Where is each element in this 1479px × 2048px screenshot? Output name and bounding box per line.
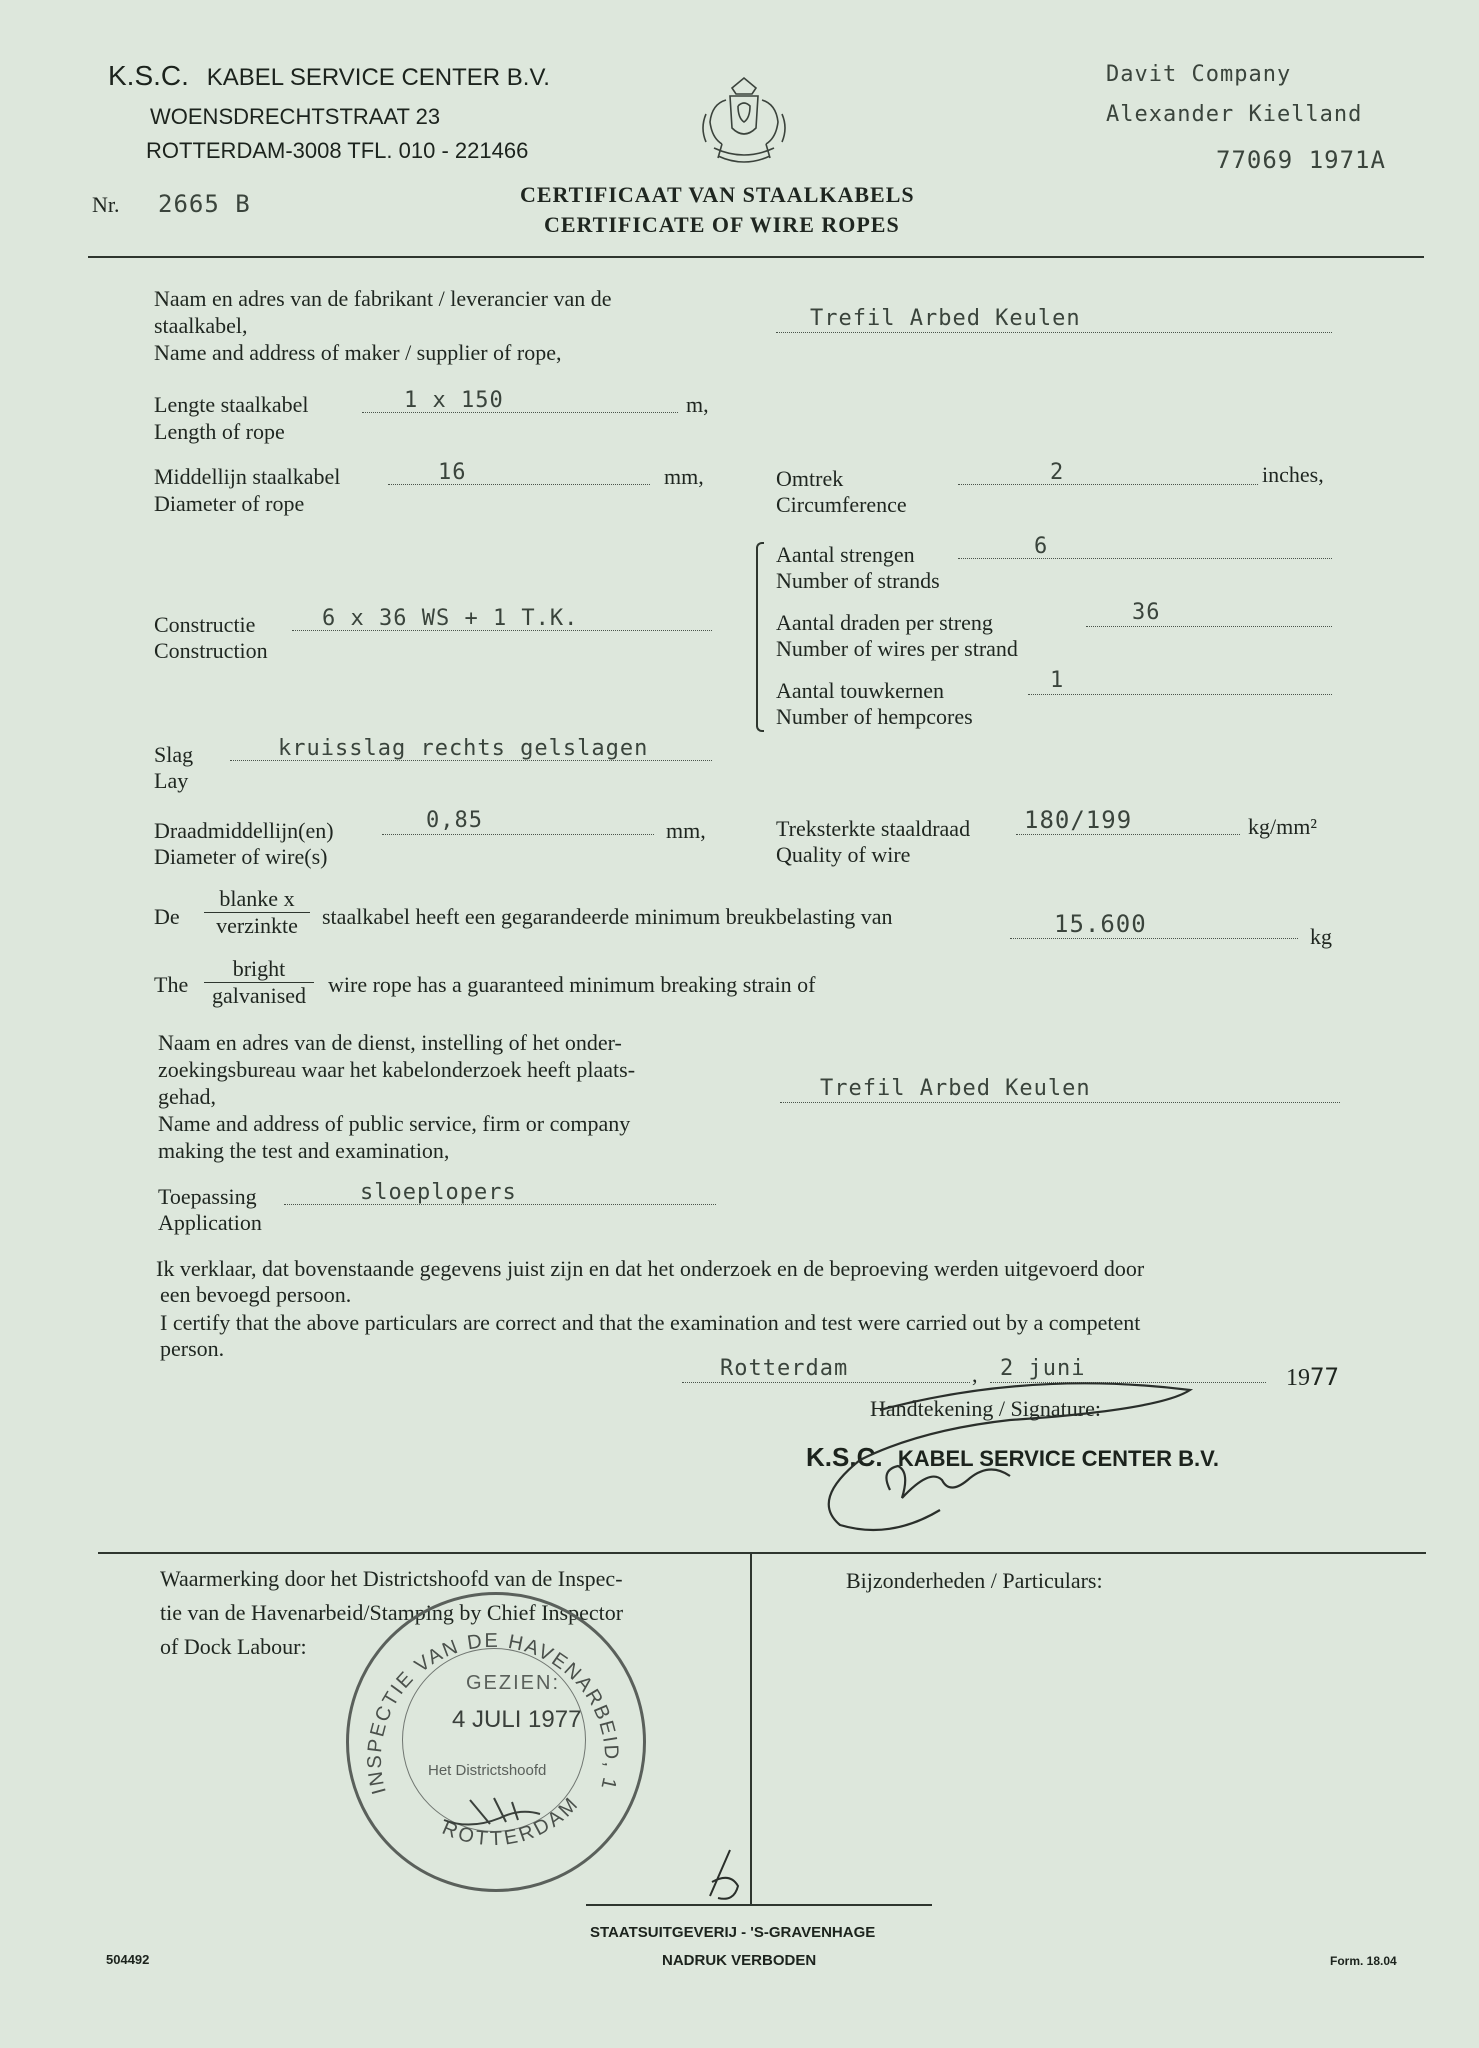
circ-line	[958, 484, 1258, 485]
declaration-nl-2: een bevoegd persoon.	[160, 1282, 352, 1307]
footer-left-line-3: of Dock Labour:	[160, 1634, 307, 1659]
length-line	[362, 412, 678, 413]
breaking-the: The	[154, 972, 189, 997]
breaking-bright: bright	[204, 956, 314, 983]
maker-line	[776, 332, 1332, 333]
circ-label-en: Circumference	[776, 492, 907, 517]
declaration-en-1: I certify that the above particulars are correct and that the examination and test were carried out by a competent	[160, 1310, 1141, 1335]
diameter-label-en: Diameter of rope	[154, 491, 305, 516]
quality-unit: kg/mm²	[1248, 814, 1317, 839]
initials-scribble-icon	[690, 1846, 760, 1910]
client-line-2: Alexander Kielland	[1106, 102, 1363, 127]
quality-label-nl: Treksterkte staaldraad	[776, 816, 971, 841]
application-label-nl: Toepassing	[158, 1184, 257, 1209]
footer-left-line-2: tie van de Havenarbeid/Stamping by Chief Inspector	[160, 1600, 624, 1625]
signature-label: Handtekening / Signature:	[870, 1396, 1101, 1421]
breaking-en-text: wire rope has a guaranteed minimum breaking strain of	[328, 972, 816, 997]
breaking-galvanised: galvanised	[211, 983, 307, 1008]
lay-line	[230, 760, 712, 761]
signature-company-name: KABEL SERVICE CENTER B.V.	[897, 1446, 1219, 1471]
quality-line	[1016, 834, 1240, 835]
construction-brace	[756, 542, 764, 732]
breaking-fraction-nl	[204, 886, 310, 939]
tester-line	[780, 1102, 1340, 1103]
breaking-verzinkt: verzinkte	[216, 913, 298, 938]
tester-label-nl-3: gehad,	[158, 1084, 217, 1109]
bottom-publisher: STAATSUITGEVERIJ - 'S-GRAVENHAGE	[590, 1924, 876, 1941]
diameter-unit: mm,	[664, 464, 704, 489]
breaking-unit: kg	[1310, 924, 1332, 949]
declaration-year-suffix: 77	[1310, 1363, 1339, 1391]
breaking-nl-text: staalkabel heeft een gegarandeerde minimum breukbelasting van	[322, 904, 893, 929]
maker-label-nl-2: staalkabel,	[154, 313, 248, 338]
coat-of-arms-icon	[692, 74, 796, 178]
breaking-de: De	[154, 904, 180, 929]
footer-left-line-1: Waarmerking door het Districtshoofd van de Inspec-	[160, 1566, 623, 1591]
tester-value: Trefil Arbed Keulen	[820, 1076, 1091, 1101]
stamp-role: Het Districtshoofd	[428, 1762, 547, 1779]
letterhead-city-phone: ROTTERDAM-3008 TFL. 010 - 221466	[146, 138, 529, 163]
stamp-signature-icon	[440, 1790, 550, 1836]
circ-value: 2	[1050, 460, 1065, 485]
diameter-label-nl: Middellijn staalkabel	[154, 464, 341, 489]
client-line-3: 77069 1971A	[1216, 146, 1386, 174]
stamp-ring-text	[346, 1592, 640, 1886]
wire-diam-label-nl: Draadmiddellijn(en)	[154, 818, 334, 843]
application-value: sloeplopers	[360, 1180, 517, 1205]
lay-label-nl: Slag	[154, 742, 194, 767]
diameter-value: 16	[438, 460, 467, 485]
tester-label-nl-2: zoekingsbureau waar het kabelonderzoek heeft plaats-	[158, 1057, 636, 1082]
wire-diam-label-en: Diameter of wire(s)	[154, 844, 328, 869]
cores-line	[1028, 694, 1332, 695]
maker-label-en: Name and address of maker / supplier of rope,	[154, 340, 562, 365]
cert-number-label: Nr.	[92, 192, 120, 217]
cert-number-value: 2665 B	[158, 190, 251, 218]
letterhead-street: WOENSDRECHTSTRAAT 23	[150, 104, 441, 129]
title-nl: CERTIFICAAT VAN STAALKABELS	[520, 182, 915, 207]
title-en: CERTIFICATE OF WIRE ROPES	[544, 212, 900, 237]
diameter-line	[388, 484, 650, 485]
wires-value: 36	[1132, 600, 1161, 625]
cores-label-en: Number of hempcores	[776, 704, 973, 729]
length-unit: m,	[686, 392, 709, 417]
declaration-comma: ,	[972, 1362, 978, 1387]
letterhead-company	[108, 60, 550, 92]
construction-value: 6 x 36 WS + 1 T.K.	[322, 606, 579, 631]
construction-label-nl: Constructie	[154, 612, 256, 637]
quality-value: 180/199	[1024, 806, 1133, 834]
header-divider	[88, 256, 1424, 258]
wires-label-en: Number of wires per strand	[776, 636, 1018, 661]
breaking-blank: blanke x	[204, 886, 310, 913]
bottom-reprint: NADRUK VERBODEN	[662, 1952, 817, 1969]
length-value: 1 x 150	[404, 388, 504, 413]
breaking-value: 15.600	[1054, 910, 1147, 938]
stamp-date: 4 JULI 1977	[452, 1706, 582, 1733]
breaking-fraction-en	[204, 956, 314, 1009]
circ-label-nl: Omtrek	[776, 466, 844, 491]
letterhead-ksc: K.S.C.	[108, 60, 189, 91]
letterhead-company-name: KABEL SERVICE CENTER B.V.	[206, 64, 550, 91]
application-line	[284, 1204, 716, 1205]
breaking-line	[1010, 938, 1298, 939]
application-label-en: Application	[158, 1210, 262, 1235]
declaration-place: Rotterdam	[720, 1356, 849, 1381]
wire-diam-unit: mm,	[666, 818, 706, 843]
signature-ksc: K.S.C.	[806, 1442, 883, 1472]
declaration-en-2: person.	[160, 1336, 225, 1361]
tester-label-en-2: making the test and examination,	[158, 1138, 450, 1163]
lay-label-en: Lay	[154, 768, 189, 793]
length-label-nl: Lengte staalkabel	[154, 392, 309, 417]
length-label-en: Length of rope	[154, 419, 285, 444]
declaration-year-prefix: 19	[1286, 1365, 1310, 1391]
wires-line	[1086, 626, 1332, 627]
declaration-year	[1286, 1364, 1339, 1391]
strands-line	[958, 558, 1332, 559]
client-line-1: Davit Company	[1106, 62, 1292, 87]
bottom-code-left: 504492	[106, 1952, 150, 1967]
wire-diam-line	[382, 834, 654, 835]
construction-line	[292, 630, 712, 631]
strands-value: 6	[1034, 534, 1049, 559]
wires-label-nl: Aantal draden per streng	[776, 610, 993, 635]
maker-value: Trefil Arbed Keulen	[810, 306, 1081, 331]
declaration-nl-1: Ik verklaar, dat bovenstaande gegevens juist zijn en dat het onderzoek en de beproeving werden uitgevoerd door	[156, 1256, 1145, 1281]
lay-value: kruisslag rechts gelslagen	[278, 736, 649, 761]
footer-right-label: Bijzonderheden / Particulars:	[846, 1568, 1103, 1593]
circ-unit: inches,	[1262, 462, 1324, 487]
stamp-seen: GEZIEN:	[466, 1672, 561, 1694]
bottom-form: Form. 18.04	[1330, 1954, 1397, 1968]
wire-diam-value: 0,85	[426, 808, 483, 833]
tester-label-en-1: Name and address of public service, firm or company	[158, 1111, 631, 1136]
tester-label-nl-1: Naam en adres van de dienst, instelling of het onder-	[158, 1030, 622, 1055]
quality-label-en: Quality of wire	[776, 842, 911, 867]
strands-label-nl: Aantal strengen	[776, 542, 915, 567]
declaration-date: 2 juni	[1000, 1356, 1086, 1381]
maker-label-nl: Naam en adres van de fabrikant / leverancier van de	[154, 286, 612, 311]
cores-value: 1	[1050, 668, 1065, 693]
cores-label-nl: Aantal touwkernen	[776, 678, 944, 703]
signature-scribble-icon	[780, 1380, 1200, 1540]
construction-label-en: Construction	[154, 638, 268, 663]
strands-label-en: Number of strands	[776, 568, 940, 593]
footer-divider	[98, 1552, 1426, 1554]
stamp-city: ROTTERDAM	[438, 1791, 585, 1851]
stamp-ring-top-text: INSPECTIE VAN DE HAVENARBEID, 1	[363, 1629, 623, 1797]
